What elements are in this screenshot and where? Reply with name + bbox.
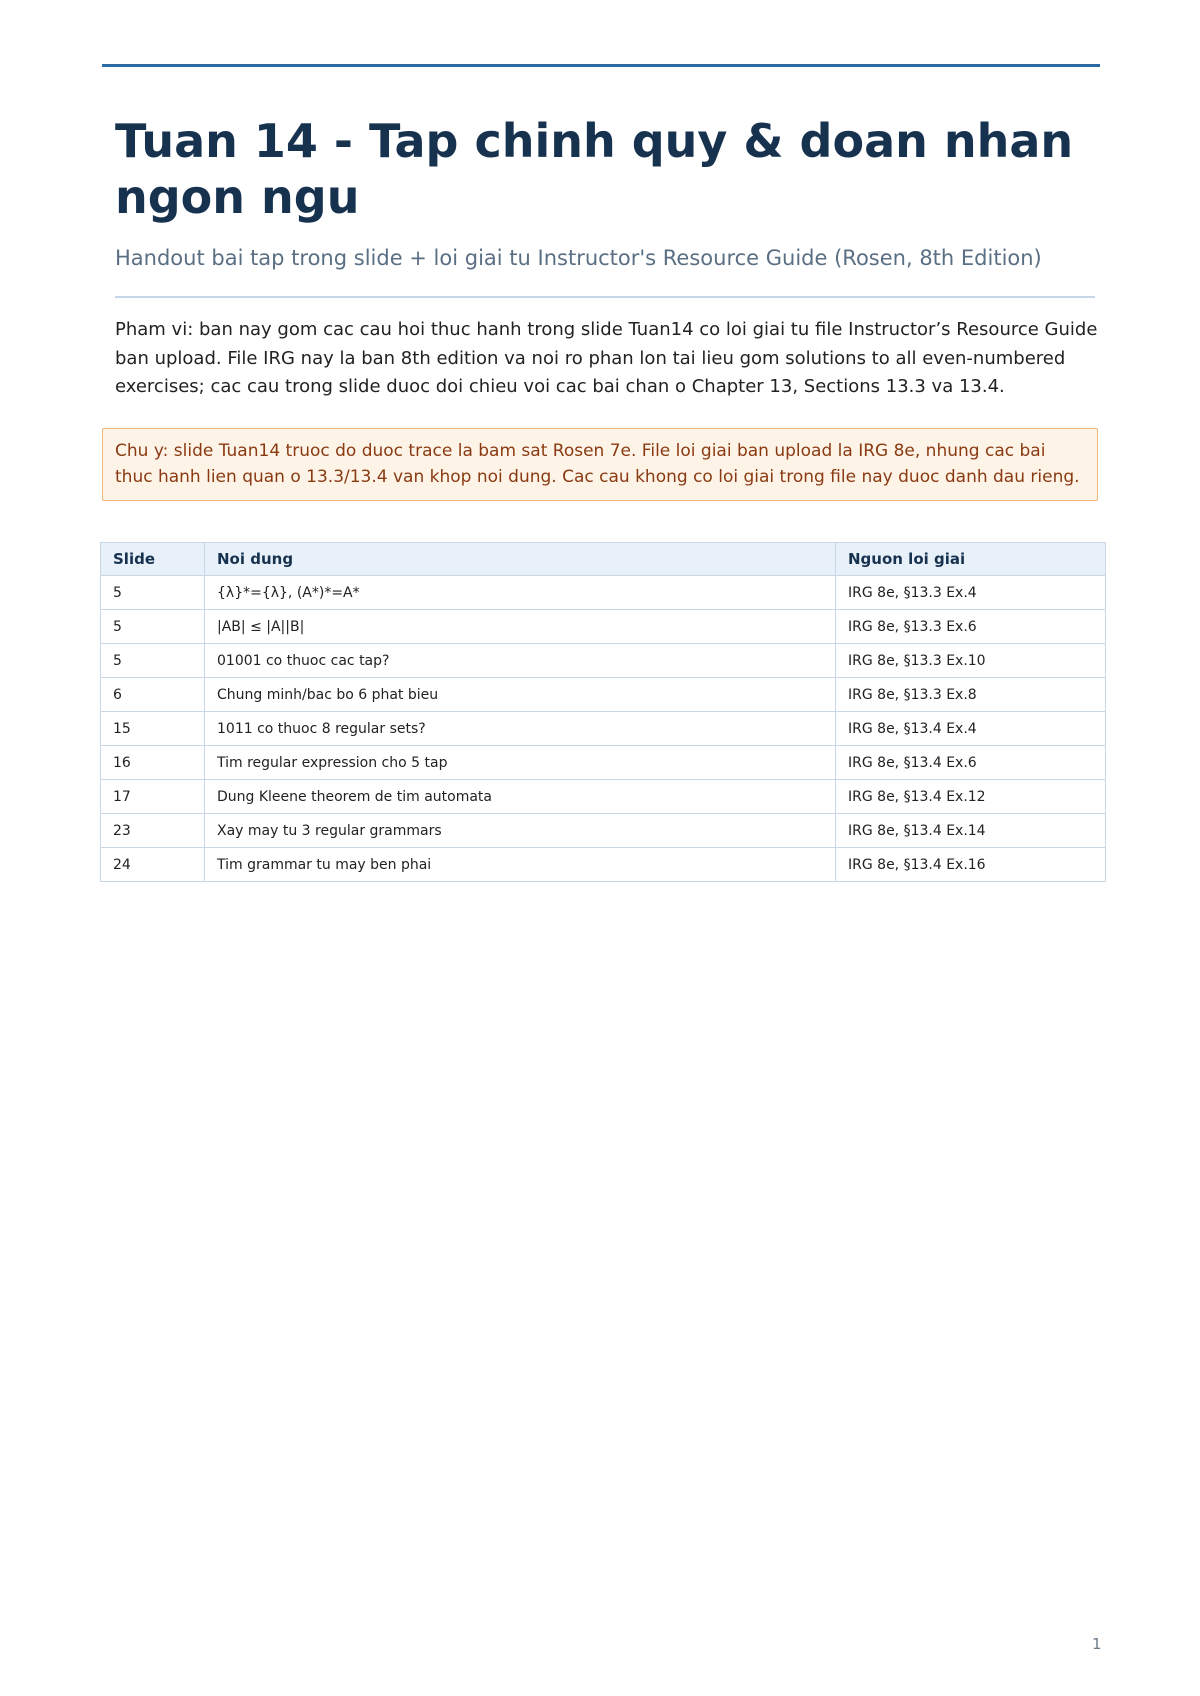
header-source: Nguon loi giai (836, 543, 1106, 576)
cell-source: IRG 8e, §13.4 Ex.14 (836, 814, 1106, 848)
cell-content: Xay may tu 3 regular grammars (205, 814, 836, 848)
page-title: Tuan 14 - Tap chinh quy & doan nhan ngon ngu (115, 114, 1074, 224)
cell-content: 01001 co thuoc cac tap? (205, 644, 836, 678)
table-header-row (101, 543, 1106, 576)
cell-slide: 15 (101, 712, 205, 746)
header-content: Noi dung (205, 543, 836, 576)
table-row (101, 610, 1106, 644)
cell-slide: 6 (101, 678, 205, 712)
header-slide: Slide (101, 543, 205, 576)
cell-source: IRG 8e, §13.4 Ex.16 (836, 848, 1106, 882)
cell-slide: 23 (101, 814, 205, 848)
table-row (101, 746, 1106, 780)
cell-slide: 5 (101, 644, 205, 678)
solution-source-table (100, 542, 1106, 882)
table-row (101, 576, 1106, 610)
cell-content: |AB| ≤ |A||B| (205, 610, 836, 644)
cell-content: Dung Kleene theorem de tim automata (205, 780, 836, 814)
cell-content: Tim regular expression cho 5 tap (205, 746, 836, 780)
cell-content: Chung minh/bac bo 6 phat bieu (205, 678, 836, 712)
top-rule (102, 64, 1100, 67)
table-row (101, 678, 1106, 712)
cell-source: IRG 8e, §13.3 Ex.8 (836, 678, 1106, 712)
cell-content: {λ}*={λ}, (A*)*=A* (205, 576, 836, 610)
cell-slide: 16 (101, 746, 205, 780)
table-row (101, 780, 1106, 814)
cell-slide: 24 (101, 848, 205, 882)
page-number: 1 (1092, 1635, 1102, 1653)
table-row (101, 848, 1106, 882)
cell-source: IRG 8e, §13.3 Ex.4 (836, 576, 1106, 610)
cell-slide: 5 (101, 576, 205, 610)
scope-paragraph: Pham vi: ban nay gom cac cau hoi thuc hanh trong slide Tuan14 co loi giai tu file Instructor’s Resource Guide ban upload. File IRG nay la ban 8th edition va noi ro phan lon tai lieu gom solutions to all even-numbered exercises; cac cau trong slide duoc doi chieu voi cac bai chan o Chapter 13, Sections 13.3 va 13.4. (115, 319, 1098, 397)
table-row (101, 814, 1106, 848)
cell-source: IRG 8e, §13.4 Ex.6 (836, 746, 1106, 780)
cell-slide: 5 (101, 610, 205, 644)
cell-content: Tim grammar tu may ben phai (205, 848, 836, 882)
cell-source: IRG 8e, §13.4 Ex.12 (836, 780, 1106, 814)
page-subtitle: Handout bai tap trong slide + loi giai tu Instructor's Resource Guide (Rosen, 8th Edition) (115, 246, 1042, 270)
cell-content: 1011 co thuoc 8 regular sets? (205, 712, 836, 746)
cell-source: IRG 8e, §13.4 Ex.4 (836, 712, 1106, 746)
cell-source: IRG 8e, §13.3 Ex.10 (836, 644, 1106, 678)
table-row (101, 644, 1106, 678)
cell-source: IRG 8e, §13.3 Ex.6 (836, 610, 1106, 644)
table-row (101, 712, 1106, 746)
cell-slide: 17 (101, 780, 205, 814)
note-callout: Chu y: slide Tuan14 truoc do duoc trace la bam sat Rosen 7e. File loi giai ban upload la IRG 8e, nhung cac bai thuc hanh lien quan o 13.3/13.4 van khop noi dung. Cac cau khong co loi giai trong file nay duoc danh dau rieng. (102, 428, 1098, 501)
subtitle-divider (115, 296, 1095, 298)
